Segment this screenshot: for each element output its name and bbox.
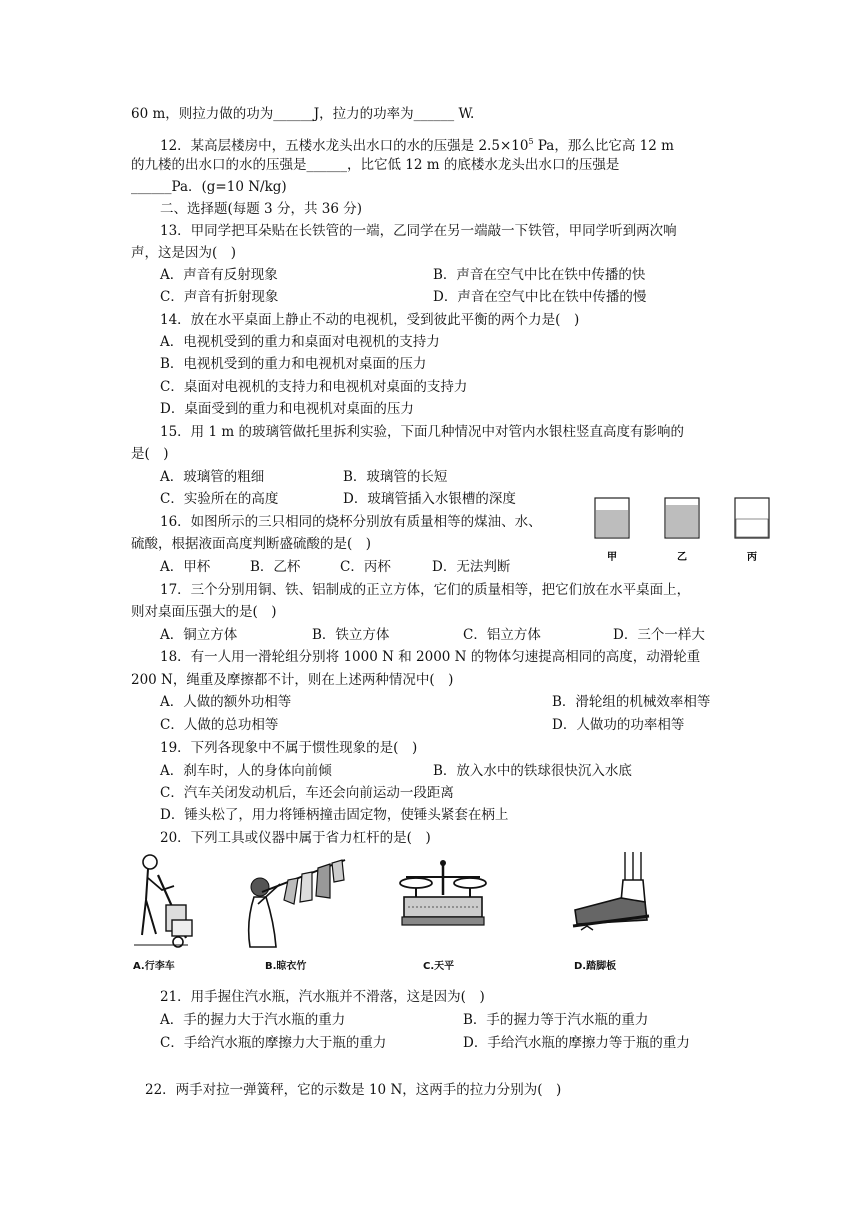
balance-scale-figure xyxy=(398,855,488,950)
q13-stem-line2: 声，这是因为( ) xyxy=(131,245,237,261)
q14-option-a: A．电视机受到的重力和桌面对电视机的支持力 xyxy=(160,334,440,350)
q21-option-b: B．手的握力等于汽水瓶的重力 xyxy=(463,1012,649,1028)
q12-line1-post: Pa，那么比它高 12 m xyxy=(533,138,674,154)
q13-option-b: B．声音在空气中比在铁中传播的快 xyxy=(433,267,646,283)
q18-stem-line1: 18．有一人用一滑轮组分别将 1000 N 和 2000 N 的物体匀速提高相同的高度，动滑轮重 xyxy=(160,649,701,665)
q15-stem-line1: 15．用 1 m 的玻璃管做托里拆利实验，下面几种情况中对管内水银柱竖直高度有影响的 xyxy=(160,424,684,440)
q19-option-d: D．锤头松了，用力将锤柄撞击固定物，使锤头紧套在柄上 xyxy=(160,807,509,823)
q15-option-b: B．玻璃管的长短 xyxy=(343,469,448,485)
q17-option-a: A．铜立方体 xyxy=(160,627,238,643)
beaker-jia-label: 甲 xyxy=(607,552,617,563)
beaker-yi-liquid xyxy=(666,505,698,537)
q12-line2: 的九楼的出水口的水的压强是______，比它低 12 m 的底楼水龙头出水口的压强是 xyxy=(131,157,620,173)
luggage-cart-figure xyxy=(128,850,198,955)
beaker-jia xyxy=(595,498,629,563)
caption-clothes-pole: B.晾衣竹 xyxy=(265,961,307,972)
q13-option-c: C．声音有折射现象 xyxy=(160,289,279,305)
pedal-figure xyxy=(565,850,655,950)
q14-option-c: C．桌面对电视机的支持力和电视机对桌面的支持力 xyxy=(160,379,468,395)
q16-option-a: A．甲杯 xyxy=(160,559,211,575)
q15-option-a: A．玻璃管的粗细 xyxy=(160,469,265,485)
beaker-yi-label: 乙 xyxy=(677,552,687,563)
beaker-bing-liquid xyxy=(736,519,768,537)
q17-stem-line1: 17．三个分别用铜、铁、铝制成的正立方体，它们的质量相等，把它们放在水平桌面上， xyxy=(160,582,691,598)
q18-option-c: C．人做的总功相等 xyxy=(160,717,279,733)
q18-stem-line2: 200 N，绳重及摩擦都不计，则在上述两种情况中( ) xyxy=(131,672,454,688)
q16-option-c: C．丙杯 xyxy=(340,559,391,575)
q15-stem-line2: 是( ) xyxy=(131,446,169,462)
beaker-bing xyxy=(735,498,769,563)
q19-stem: 19．下列各现象中不属于惯性现象的是( ) xyxy=(160,740,418,756)
q18-option-d: D．人做功的功率相等 xyxy=(552,717,685,733)
q14-stem: 14．放在水平桌面上静止不动的电视机，受到彼此平衡的两个力是( ) xyxy=(160,312,580,328)
q11-tail: 60 m，则拉力做的功为______J，拉力的功率为______ W. xyxy=(131,106,475,122)
beaker-yi xyxy=(665,498,699,563)
q12-line3: ______Pa．(g=10 N/kg) xyxy=(131,179,287,195)
q12-line1-pre: 12．某高层楼房中，五楼水龙头出水口的水的压强是 2.5×10 xyxy=(160,138,529,154)
q13-stem-line1: 13．甲同学把耳朵贴在长铁管的一端，乙同学在另一端敲一下铁管，甲同学听到两次响 xyxy=(160,223,677,239)
q17-stem-line2: 则对桌面压强大的是( ) xyxy=(131,604,277,620)
caption-luggage-cart: A.行李车 xyxy=(133,961,175,972)
caption-balance-scale: C.天平 xyxy=(423,961,455,972)
q16-stem-line2: 硫酸，根据液面高度判断盛硫酸的是( ) xyxy=(131,536,372,552)
q12-exponent: 5 xyxy=(528,137,534,146)
q21-option-a: A．手的握力大于汽水瓶的重力 xyxy=(160,1012,346,1028)
q16-stem-line1: 16．如图所示的三只相同的烧杯分别放有质量相等的煤油、水、 xyxy=(160,514,542,530)
q15-option-c: C．实验所在的高度 xyxy=(160,491,279,507)
q13-option-d: D．声音在空气中比在铁中传播的慢 xyxy=(433,289,647,305)
q14-option-d: D．桌面受到的重力和电视机对桌面的压力 xyxy=(160,401,414,417)
q21-option-c: C．手给汽水瓶的摩擦力大于瓶的重力 xyxy=(160,1035,387,1051)
q12-line1 xyxy=(160,133,674,155)
q17-option-d: D．三个一样大 xyxy=(613,627,705,643)
beaker-jia-liquid xyxy=(596,510,628,537)
q20-stem: 20．下列工具或仪器中属于省力杠杆的是( ) xyxy=(160,830,431,846)
beakers-figure xyxy=(585,490,785,570)
q17-option-c: C．铝立方体 xyxy=(463,627,541,643)
q21-option-d: D．手给汽水瓶的摩擦力等于瓶的重力 xyxy=(463,1035,690,1051)
q15-option-d: D．玻璃管插入水银槽的深度 xyxy=(343,491,516,507)
q19-option-c: C．汽车关闭发动机后，车还会向前运动一段距离 xyxy=(160,785,454,801)
caption-pedal: D.踏脚板 xyxy=(574,961,617,972)
section-heading: 二、选择题(每题 3 分，共 36 分) xyxy=(160,201,362,217)
q14-option-b: B．电视机受到的重力和电视机对桌面的压力 xyxy=(160,356,427,372)
clothes-pole-figure xyxy=(240,852,350,952)
q21-stem: 21．用手握住汽水瓶，汽水瓶并不滑落，这是因为( ) xyxy=(160,989,485,1005)
q13-option-a: A．声音有反射现象 xyxy=(160,267,278,283)
beaker-bing-label: 丙 xyxy=(747,552,757,563)
q17-option-b: B．铁立方体 xyxy=(312,627,390,643)
q18-option-b: B．滑轮组的机械效率相等 xyxy=(552,694,711,710)
q22-stem: 22．两手对拉一弹簧秤，它的示数是 10 N，这两手的拉力分别为( ) xyxy=(145,1082,562,1098)
q18-option-a: A．人做的额外功相等 xyxy=(160,694,292,710)
q19-option-a: A．刹车时，人的身体向前倾 xyxy=(160,763,332,779)
q16-option-d: D．无法判断 xyxy=(432,559,511,575)
q19-option-b: B．放入水中的铁球很快沉入水底 xyxy=(433,763,632,779)
q16-option-b: B．乙杯 xyxy=(250,559,301,575)
